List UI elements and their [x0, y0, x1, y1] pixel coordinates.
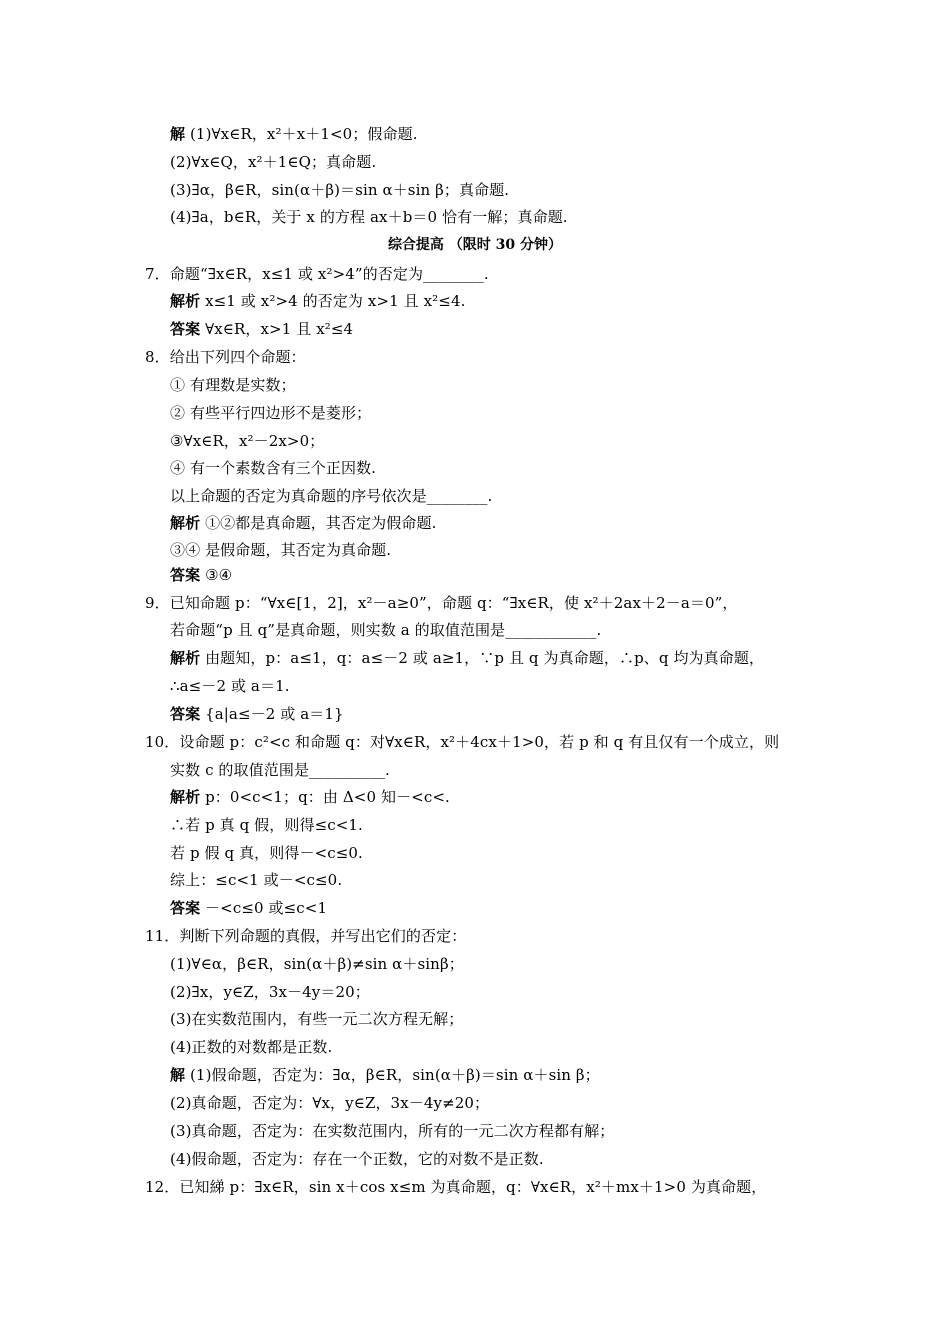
line-text: (4)∃a，b∈R，关于 x 的方程 ax＋b＝0 恰有一解；真命题.	[170, 208, 568, 226]
text-line	[145, 732, 779, 752]
line-label: 解析	[170, 788, 201, 806]
line-text: 11．判断下列命题的真假，并写出它们的否定：	[145, 927, 467, 945]
text-line	[145, 1177, 766, 1197]
text-line	[170, 620, 601, 640]
line-text: ④ 有一个素数含有三个正因数.	[170, 459, 377, 477]
line-label: 答案	[170, 899, 201, 917]
text-line	[170, 1037, 332, 1057]
text-line	[145, 593, 738, 613]
text-line	[170, 1009, 463, 1029]
line-text: (2)∀x∈Q，x²＋1∈Q；真命题.	[170, 153, 377, 171]
line-text: 由题知，p：a≤1，q：a≤－2 或 a≥1，∵p 且 q 为真命题，∴p、q 均为真命题，	[200, 649, 765, 667]
text-line	[170, 486, 492, 506]
line-text: (1)∀∈α，β∈R，sin(α＋β)≠sin α＋sinβ；	[170, 955, 464, 973]
line-text: ③④ 是假命题，其否定为真命题.	[170, 541, 392, 559]
text-line	[170, 152, 376, 172]
line-text: ② 有些平行四边形不是菱形；	[170, 404, 372, 422]
text-line	[170, 540, 391, 560]
line-text: ∀x∈R，x>1 且 x²≤4	[200, 320, 354, 338]
text-line	[145, 264, 489, 284]
text-line	[170, 565, 232, 585]
line-text: 综上：≤c<1 或－<c≤0.	[170, 871, 343, 889]
line-text: 7．命题“∃x∈R，x≤1 或 x²>4”的否定为________.	[145, 265, 489, 283]
line-text: (3)在实数范围内，有些一元二次方程无解；	[170, 1010, 464, 1028]
text-line	[170, 180, 509, 200]
line-label: 答案	[170, 705, 201, 723]
line-text: (1)假命题，否定为：∃α，β∈R，sin(α＋β)＝sin α＋sin β；	[185, 1066, 600, 1084]
text-line	[170, 843, 363, 863]
line-text: (2)∃x，y∈Z，3x－4y＝20；	[170, 983, 370, 1001]
line-text: ①②都是真命题，其否定为假命题.	[200, 514, 437, 532]
line-text: 8．给出下列四个命题：	[145, 348, 306, 366]
line-text: (3)真命题，否定为：在实数范围内，所有的一元二次方程都有解；	[170, 1122, 615, 1140]
line-label: 解	[170, 1066, 186, 1084]
text-line	[145, 347, 306, 367]
text-line	[170, 815, 363, 835]
text-line	[170, 1093, 489, 1113]
text-line	[170, 1065, 600, 1085]
line-label: 解	[170, 125, 186, 143]
line-text: p：0<c<1；q：由 Δ<0 知－<c<.	[200, 788, 450, 806]
line-text: 9．已知命题 p：“∀x∈[1，2]，x²－a≥0”，命题 q：“∃x∈R，使 x²＋2ax＋2－a＝0”，	[145, 594, 738, 612]
line-text: －<c≤0 或≤c<1	[200, 899, 328, 917]
line-text: 若 p 假 q 真，则得－<c≤0.	[170, 844, 363, 862]
text-line	[170, 954, 464, 974]
section-heading: 综合提高 （限时 30 分钟）	[387, 237, 563, 253]
text-line	[170, 704, 344, 724]
line-text: ③④	[200, 566, 233, 584]
line-text: 以上命题的否定为真命题的序号依次是________.	[170, 487, 493, 505]
text-line	[170, 898, 327, 918]
text-line	[170, 403, 371, 423]
line-text: (4)正数的对数都是正数.	[170, 1038, 333, 1056]
line-text: ∴a≤－2 或 a＝1.	[170, 677, 290, 695]
line-text: (1)∀x∈R，x²＋x＋1<0；假命题.	[185, 125, 418, 143]
line-text: 若命题“p 且 q”是真命题，则实数 a 的取值范围是____________.	[170, 621, 602, 639]
line-label: 答案	[170, 320, 201, 338]
line-label: 解析	[170, 649, 201, 667]
line-label: 解析	[170, 292, 201, 310]
line-text: (3)∃α，β∈R，sin(α＋β)＝sin α＋sin β；真命题.	[170, 181, 510, 199]
line-text: (4)假命题，否定为：存在一个正数，它的对数不是正数.	[170, 1150, 544, 1168]
text-line	[170, 1121, 614, 1141]
text-line	[170, 207, 568, 227]
line-text: 12．已知綈 p：∃x∈R，sin x＋cos x≤m 为真命题，q：∀x∈R，x²＋mx＋1>0 为真命题，	[145, 1178, 767, 1196]
text-line	[170, 760, 390, 780]
line-text: {a|a≤－2 或 a＝1}	[200, 705, 344, 723]
text-line	[170, 375, 296, 395]
line-text: 10．设命题 p：c²<c 和命题 q：对∀x∈R，x²＋4cx＋1>0，若 p 和 q 有且仅有一个成立，则	[145, 733, 780, 751]
text-line	[170, 982, 370, 1002]
text-line	[170, 648, 764, 668]
line-label: 解析	[170, 514, 201, 532]
text-line	[170, 787, 450, 807]
text-line	[145, 926, 466, 946]
text-line	[170, 291, 465, 311]
line-text: x≤1 或 x²>4 的否定为 x>1 且 x²≤4.	[200, 292, 466, 310]
text-line	[170, 513, 436, 533]
line-text: 实数 c 的取值范围是__________.	[170, 761, 390, 779]
text-line	[170, 1149, 544, 1169]
line-text: (2)真命题，否定为：∀x，y∈Z，3x－4y≠20；	[170, 1094, 490, 1112]
text-line	[170, 319, 353, 339]
text-line	[170, 676, 290, 696]
text-line	[170, 431, 324, 451]
text-line	[170, 124, 418, 144]
text-line	[170, 870, 342, 890]
line-label: 答案	[170, 566, 201, 584]
line-text: ③∀x∈R，x²－2x>0；	[170, 432, 325, 450]
line-text: ∴若 p 真 q 假，则得≤c<1.	[170, 816, 363, 834]
line-text: ① 有理数是实数；	[170, 376, 296, 394]
text-line	[170, 458, 376, 478]
